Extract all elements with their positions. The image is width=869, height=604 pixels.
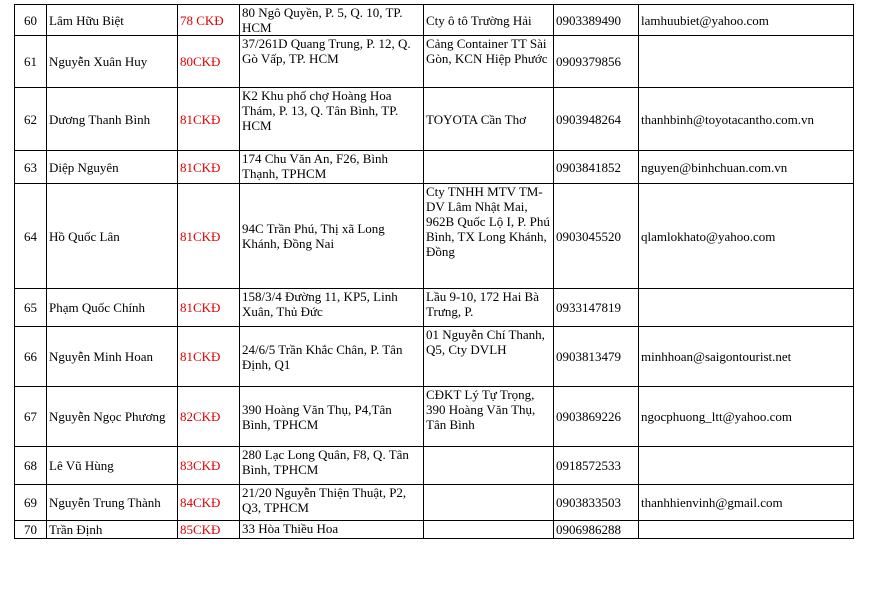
email-address: lamhuubiet@yahoo.com	[639, 5, 854, 36]
class-code: 78 CKĐ	[178, 5, 240, 36]
phone-number: 0903833503	[554, 485, 639, 521]
table-row	[15, 387, 854, 447]
phone-number: 0906986288	[554, 521, 639, 539]
member-name: Lâm Hữu Biệt	[47, 5, 178, 36]
alumni-table	[14, 4, 854, 539]
workplace: 01 Nguyễn Chí Thanh, Q5, Cty DVLH	[424, 327, 554, 387]
home-address: 24/6/5 Trần Khắc Chân, P. Tân Định, Q1	[240, 327, 424, 387]
row-number: 66	[15, 327, 47, 387]
workplace: Lầu 9-10, 172 Hai Bà Trưng, P.	[424, 289, 554, 327]
phone-number: 0903389490	[554, 5, 639, 36]
row-number: 62	[15, 88, 47, 151]
phone-number: 0903869226	[554, 387, 639, 447]
class-code: 81CKĐ	[178, 88, 240, 151]
table-row	[15, 184, 854, 289]
member-name: Nguyễn Ngọc Phương	[47, 387, 178, 447]
row-number: 63	[15, 151, 47, 184]
phone-number: 0903841852	[554, 151, 639, 184]
member-name: Nguyễn Trung Thành	[47, 485, 178, 521]
email-address	[639, 447, 854, 485]
member-name: Trần Định	[47, 521, 178, 539]
row-number: 70	[15, 521, 47, 539]
email-address: thanhbinh@toyotacantho.com.vn	[639, 88, 854, 151]
home-address: 94C Trần Phú, Thị xã Long Khánh, Đồng Nai	[240, 184, 424, 289]
phone-number: 0918572533	[554, 447, 639, 485]
workplace	[424, 447, 554, 485]
table-row	[15, 447, 854, 485]
row-number: 61	[15, 36, 47, 88]
row-number: 68	[15, 447, 47, 485]
table-row	[15, 36, 854, 88]
phone-number: 0903045520	[554, 184, 639, 289]
table-row	[15, 521, 854, 539]
workplace	[424, 485, 554, 521]
workplace: Cty TNHH MTV TM-DV Lâm Nhật Mai, 962B Quốc Lộ I, P. Phú Bình, TX Long Khánh, Đồng	[424, 184, 554, 289]
workplace: Cty ô tô Trường Hải	[424, 5, 554, 36]
workplace: TOYOTA Cần Thơ	[424, 88, 554, 151]
phone-number: 0909379856	[554, 36, 639, 88]
workplace	[424, 151, 554, 184]
workplace: CĐKT Lý Tự Trọng, 390 Hoàng Văn Thụ, Tân Bình	[424, 387, 554, 447]
home-address: 80 Ngô Quyền, P. 5, Q. 10, TP. HCM	[240, 5, 424, 36]
phone-number: 0933147819	[554, 289, 639, 327]
workplace	[424, 521, 554, 539]
class-code: 81CKĐ	[178, 327, 240, 387]
class-code: 82CKĐ	[178, 387, 240, 447]
member-name: Nguyễn Xuân Huy	[47, 36, 178, 88]
home-address: 37/261D Quang Trung, P. 12, Q. Gò Vấp, TP. HCM	[240, 36, 424, 88]
email-address: thanhhienvinh@gmail.com	[639, 485, 854, 521]
table-row	[15, 327, 854, 387]
table-row	[15, 289, 854, 327]
class-code: 81CKĐ	[178, 151, 240, 184]
row-number: 67	[15, 387, 47, 447]
phone-number: 0903948264	[554, 88, 639, 151]
home-address: 280 Lạc Long Quân, F8, Q. Tân Bình, TPHCM	[240, 447, 424, 485]
home-address: 21/20 Nguyễn Thiện Thuật, P2, Q3, TPHCM	[240, 485, 424, 521]
email-address	[639, 289, 854, 327]
class-code: 83CKĐ	[178, 447, 240, 485]
member-name: Nguyễn Minh Hoan	[47, 327, 178, 387]
workplace: Cảng Container TT Sài Gòn, KCN Hiệp Phước	[424, 36, 554, 88]
member-name: Phạm Quốc Chính	[47, 289, 178, 327]
home-address: 33 Hòa Thiều Hoa	[240, 521, 424, 539]
table-row	[15, 88, 854, 151]
email-address: ngocphuong_ltt@yahoo.com	[639, 387, 854, 447]
member-name: Diệp Nguyên	[47, 151, 178, 184]
class-code: 84CKĐ	[178, 485, 240, 521]
member-name: Hồ Quốc Lân	[47, 184, 178, 289]
member-name: Lê Vũ Hùng	[47, 447, 178, 485]
email-address: minhhoan@saigontourist.net	[639, 327, 854, 387]
class-code: 81CKĐ	[178, 289, 240, 327]
home-address: 174 Chu Văn An, F26, Bình Thạnh, TPHCM	[240, 151, 424, 184]
email-address	[639, 36, 854, 88]
email-address: qlamlokhato@yahoo.com	[639, 184, 854, 289]
table-row	[15, 5, 854, 36]
class-code: 81CKĐ	[178, 184, 240, 289]
table-row	[15, 151, 854, 184]
class-code: 85CKĐ	[178, 521, 240, 539]
phone-number: 0903813479	[554, 327, 639, 387]
class-code: 80CKĐ	[178, 36, 240, 88]
home-address: 390 Hoàng Văn Thụ, P4,Tân Bình, TPHCM	[240, 387, 424, 447]
member-name: Dương Thanh Bình	[47, 88, 178, 151]
row-number: 65	[15, 289, 47, 327]
row-number: 64	[15, 184, 47, 289]
email-address: nguyen@binhchuan.com.vn	[639, 151, 854, 184]
email-address	[639, 521, 854, 539]
table-row	[15, 485, 854, 521]
row-number: 69	[15, 485, 47, 521]
home-address: K2 Khu phố chợ Hoàng Hoa Thám, P. 13, Q. Tân Bình, TP. HCM	[240, 88, 424, 151]
row-number: 60	[15, 5, 47, 36]
home-address: 158/3/4 Đường 11, KP5, Linh Xuân, Thủ Đức	[240, 289, 424, 327]
